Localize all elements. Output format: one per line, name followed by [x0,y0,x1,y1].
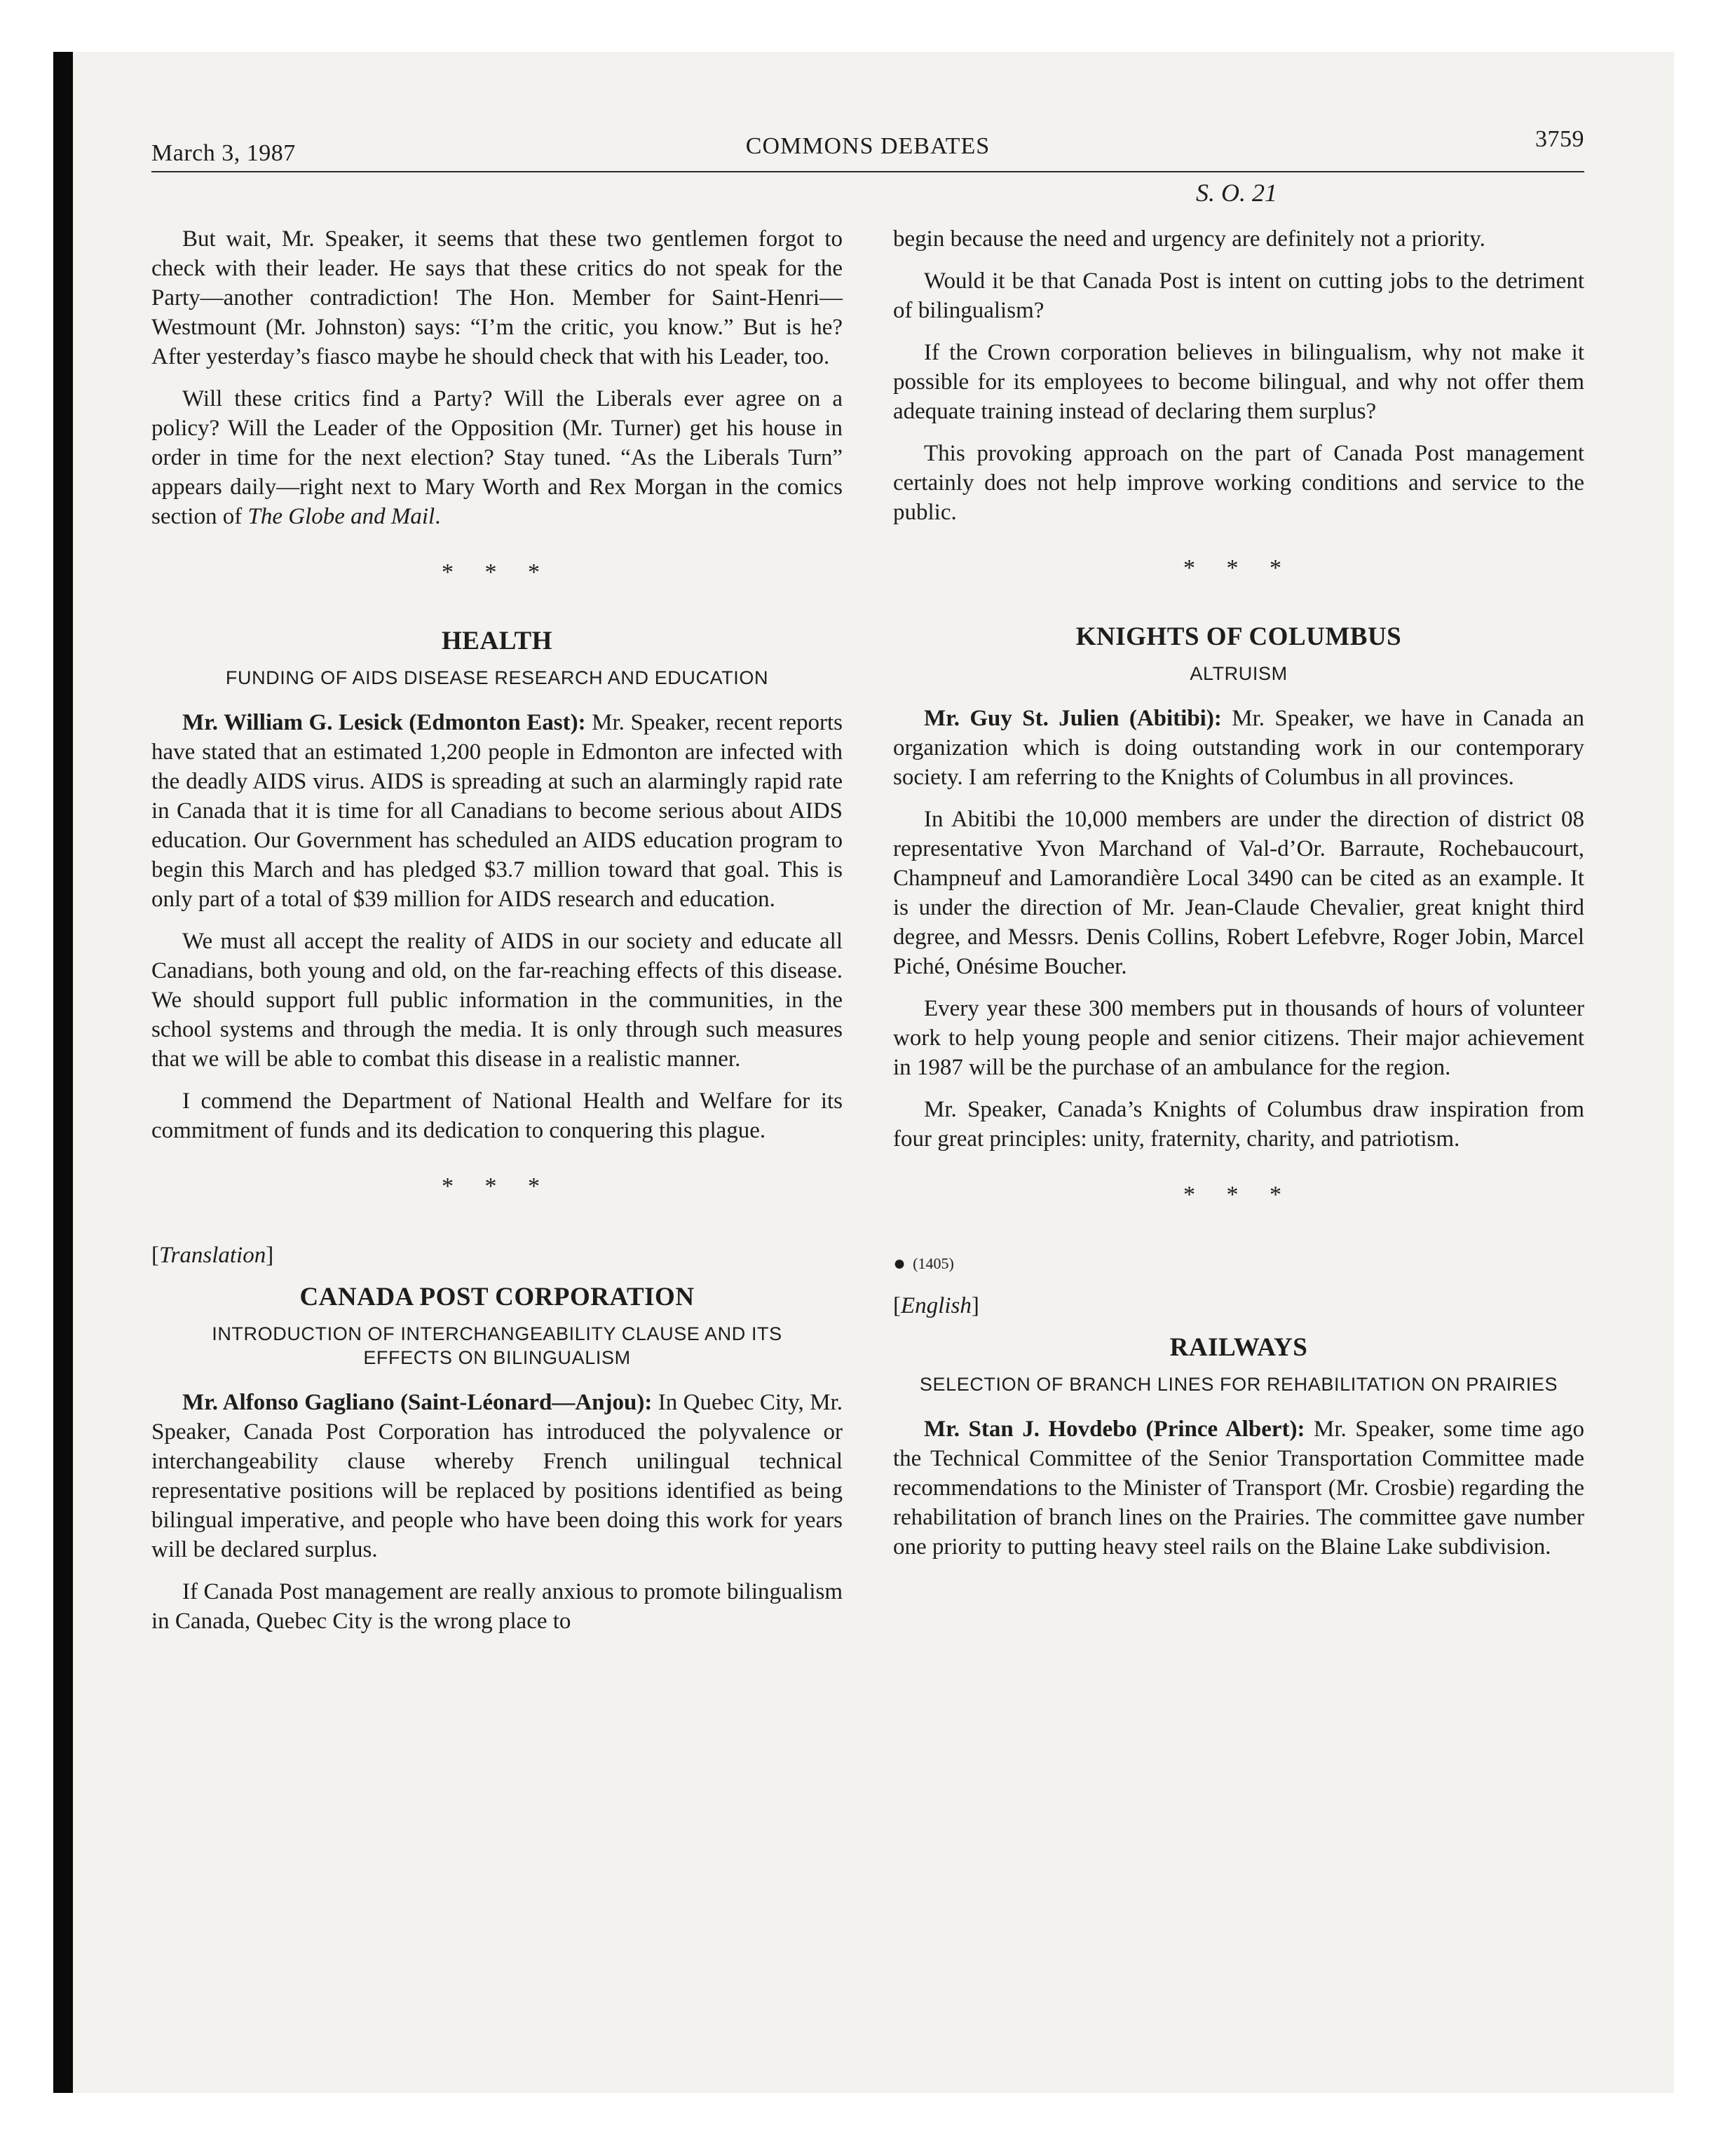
speaker-name: Mr. Guy St. Julien (Abitibi): [924,706,1222,731]
hansard-page [151,119,1584,1913]
speech-text: In Quebec City, Mr. Speaker, Canada Post Corporation has introduced the polyvalence or interchangeability clause whereby French unilingual technical representative positions will be replaced by positions identified as being bilingual imperative, and people who have been doing this work for years will be declared surplus. [151,1390,843,1562]
paragraph: Mr. Speaker, Canada’s Knights of Columbus draw inspiration from four great principles: unity, fraternity, charity, and patriotism. [893,1097,1584,1152]
paragraph: Would it be that Canada Post is intent on cutting jobs to the detriment of bilingualism? [893,268,1584,323]
section-separator: * * * [1183,1182,1294,1208]
speech-text: Mr. Speaker, some time ago the Technical Committee of the Senior Transportation Committee made recommendations to the Minister of Transport (Mr. Crosbie) regarding the rehabilitation of branch lines on the Prairies. The committee gave number one priority to putting heavy steel rails on the Blaine Lake subdivision. [893,1417,1585,1560]
paragraph: In Abitibi the 10,000 members are under the direction of district 08 representative Yvon Marchand of Val-d’Or. Barraute, Rochebaucourt, Champneuf and Lamorandière Local 3490 can be cited as an example. It is under the direction of Mr. Jean-Claude Chevalier, great knight third degree, and Messrs. Denis Collins, Robert Lefebvre, Roger Jobin, Marcel Piché, Onésime Boucher. [893,807,1584,979]
running-header [151,123,1584,168]
language-tag: [English] [893,1293,979,1318]
language-tag-text: Translation [159,1243,266,1268]
paragraph: If Canada Post management are really anxious to promote bilingualism in Canada, Quebec City is the wrong place to [151,1579,843,1634]
time-stamp: (1405) [913,1255,954,1272]
header-title: COMMONS DEBATES [745,133,991,159]
section-heading-health: HEALTH [442,627,552,655]
section-heading-canada-post: CANADA POST CORPORATION [299,1283,695,1311]
speaker-name: Mr. Stan J. Hovdebo (Prince Albert): [924,1417,1305,1442]
paragraph: begin because the need and urgency are definitely not a priority. [893,226,1485,252]
speaker-name: Mr. Alfonso Gagliano (Saint-Léonard—Anjou): [182,1390,653,1415]
paragraph: I commend the Department of National Health and Welfare for its commitment of funds and its dedication to conquering this plague. [151,1089,843,1143]
section-heading-railways: RAILWAYS [1169,1333,1308,1362]
section-subheading: SELECTION OF BRANCH LINES FOR REHABILITATION ON PRAIRIES [919,1374,1558,1395]
speaker-name: Mr. William G. Lesick (Edmonton East): [182,710,586,735]
time-marker [893,1249,1584,1278]
standing-order-label: S. O. 21 [1196,179,1277,207]
paragraph: This provoking approach on the part of Canada Post management certainly does not help improve working conditions and service to the public. [893,441,1584,525]
speech-paragraph [151,708,843,914]
section-subheading: FUNDING OF AIDS DISEASE RESEARCH AND EDUCATION [225,667,769,688]
paragraph-end: . [435,504,441,529]
page-number: 3759 [1535,126,1584,152]
language-tag-text: English [901,1293,972,1318]
left-column [151,224,843,1649]
section-heading-knights: KNIGHTS OF COLUMBUS [1075,622,1402,651]
paragraph: We must all accept the reality of AIDS in our society and educate all Canadians, both young and old, on the far-reaching effects of this disease. We should support full public information in the communities, in the school systems and through the media. It is only through such measures that we will be able to combat this disease in a realistic manner. [151,929,843,1072]
header-rule [151,171,1584,172]
speech-text: Mr. Speaker, we have in Canada an organization which is doing outstanding work in our contemporary society. I am referring to the Knights of Columbus in all provinces. [893,706,1585,790]
section-separator: * * * [1183,555,1294,581]
section-subheading: ALTRUISM [1190,663,1288,684]
speech-paragraph [893,1414,1584,1562]
bullet-icon: ● [893,1252,906,1275]
section-subheading: INTRODUCTION OF INTERCHANGEABILITY CLAUSE AND ITS EFFECTS ON BILINGUALISM [212,1323,782,1368]
right-column [893,224,1584,1574]
paragraph: Every year these 300 members put in thousands of hours of volunteer work to help young people and senior citizens. Their major achievement in 1987 will be the purchase of an ambulance for the region. [893,996,1584,1080]
header-date: March 3, 1987 [151,140,296,166]
paragraph [151,384,843,531]
newspaper-title: The Globe and Mail [247,504,435,529]
language-tag: [Translation] [151,1243,274,1268]
speech-paragraph [893,704,1584,792]
section-separator: * * * [442,559,552,585]
speech-paragraph [151,1388,843,1564]
section-separator: * * * [442,1173,552,1199]
paragraph: But wait, Mr. Speaker, it seems that these two gentlemen forgot to check with their leader. He says that these critics do not speak for the Party—another contradiction! The Hon. Member for Saint-Henri—Westmount (Mr. Johnston) says: “I’m the critic, you know.” But is he? After yesterday’s fiasco maybe he should check that with his Leader, too. [151,226,843,369]
binding-edge [53,52,73,2093]
speech-text: Mr. Speaker, recent reports have stated that an estimated 1,200 people in Edmonton are infected with the deadly AIDS virus. AIDS is spreading at such an alarmingly rapid rate in Canada that it is time for all Canadians to become serious about AIDS education. Our Government has scheduled an AIDS education program to begin this March and has pledged $3.7 million toward that goal. This is only part of a total of $39 million for AIDS research and education. [151,710,843,912]
paragraph-text: Will these critics find a Party? Will the Liberals ever agree on a policy? Will the Leader of the Opposition (Mr. Turner) get his house in order in time for the next election? Stay tuned. “As the Liberals Turn” appears daily—right next to Mary Worth and Rex Morgan in the comics section of [151,386,843,529]
paragraph: If the Crown corporation believes in bilingualism, why not make it possible for its employees to become bilingual, and why not offer them adequate training instead of declaring them surplus? [893,340,1584,424]
